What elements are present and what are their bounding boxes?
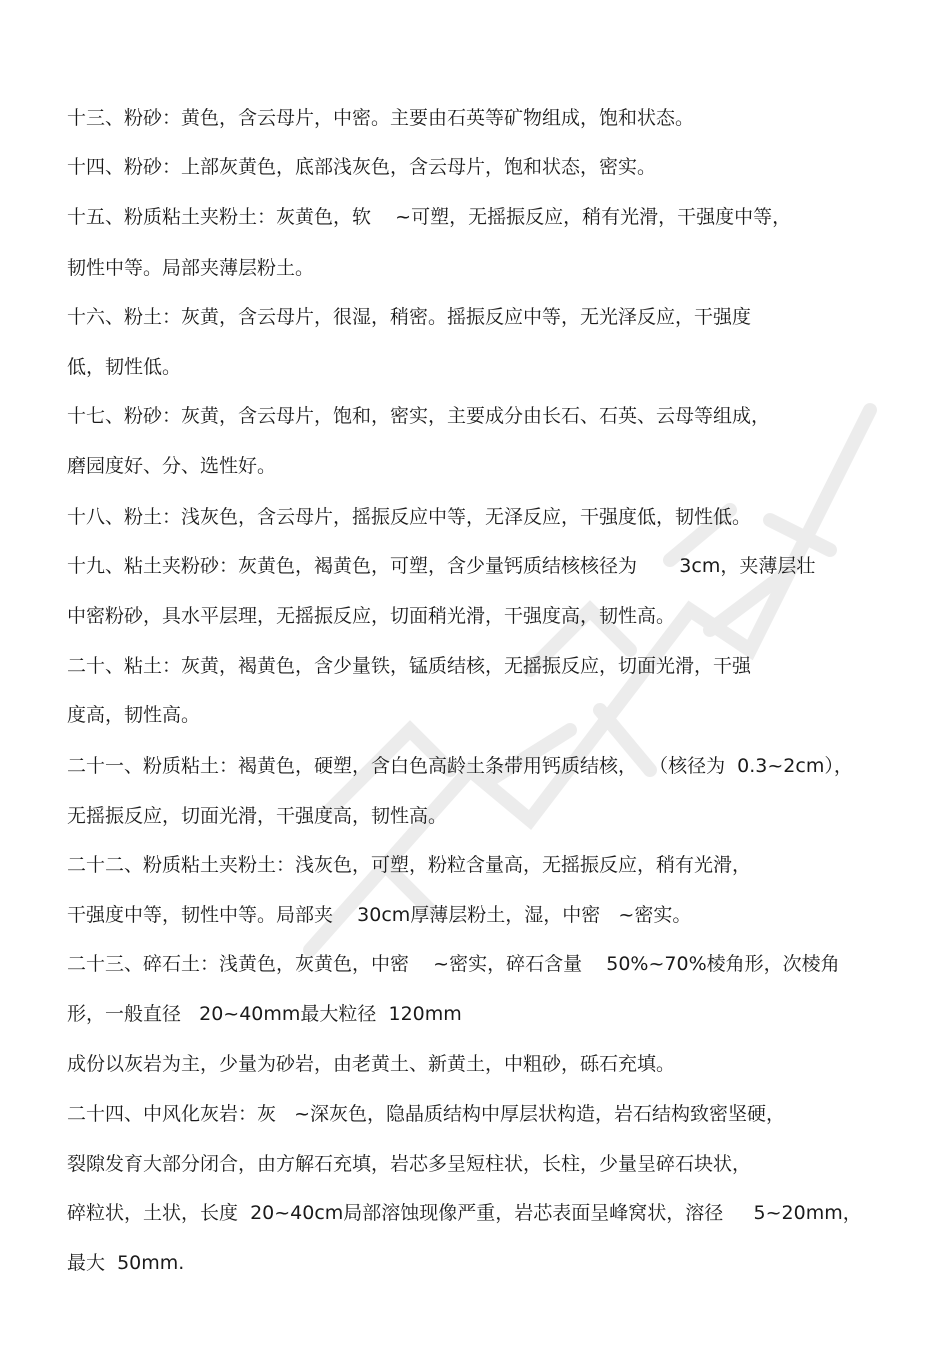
- text-line: 十八、粉土：浅灰色，含云母片，摇振反应中等，无泽反应，干强度低，韧性低。: [67, 506, 752, 528]
- text-line: 十四、粉砂：上部灰黄色，底部浅灰色，含云母片，饱和状态，密实。: [67, 156, 657, 178]
- text-line: 二十四、中风化灰岩：灰 ~深灰色，隐晶质结构中厚层状构造，岩石结构致密坚硬，: [67, 1103, 786, 1125]
- text-line: 二十二、粉质粘土夹粉土：浅灰色，可塑，粉粒含量高，无摇振反应，稍有光滑，: [67, 854, 752, 876]
- text-line: 二十、粘土：灰黄，褐黄色，含少量铁，锰质结核，无摇振反应，切面光滑，干强: [67, 655, 752, 677]
- text-line: 碎粒状，土状，长度 20~40cm局部溶蚀现像严重，岩芯表面呈峰窝状，溶径 5~20mm，: [67, 1202, 862, 1224]
- text-line: 度高，韧性高。: [67, 704, 201, 726]
- text-line: 低，韧性低。: [67, 356, 182, 378]
- text-line: 形，一般直径 20~40mm最大粒径 120mm: [67, 1003, 462, 1025]
- text-line: 十九、粘土夹粉砂：灰黄色，褐黄色，可塑，含少量钙质结核核径为 3cm，夹薄层壮: [67, 555, 816, 577]
- text-line: 最大 50mm.: [67, 1252, 185, 1274]
- text-line: 中密粉砂，具水平层理，无摇振反应，切面稍光滑，干强度高，韧性高。: [67, 605, 676, 627]
- text-line: 磨园度好、分、选性好。: [67, 455, 277, 477]
- text-line: 韧性中等。局部夹薄层粉土。: [67, 257, 315, 279]
- text-line: 成份以灰岩为主，少量为砂岩，由老黄土、新黄土，中粗砂，砾石充填。: [67, 1053, 676, 1075]
- text-line: 十五、粉质粘土夹粉土：灰黄色，软 ~可塑，无摇振反应，稍有光滑，干强度中等，: [67, 206, 792, 228]
- text-line: 裂隙发育大部分闭合，由方解石充填，岩芯多呈短柱状，长柱，少量呈碎石块状，: [67, 1153, 752, 1175]
- text-line: 十六、粉土：灰黄，含云母片，很湿，稍密。摇振反应中等，无光泽反应，干强度: [67, 306, 752, 328]
- text-line: 二十三、碎石土：浅黄色，灰黄色，中密 ~密实，碎石含量 50%~70%棱角形，次棱角: [67, 953, 840, 975]
- text-line: 二十一、粉质粘土：褐黄色，硬塑，含白色高龄土条带用钙质结核， （核径为 0.3~2cm），: [67, 755, 853, 777]
- text-line: 干强度中等，韧性中等。局部夹 30cm厚薄层粉土，湿，中密 ~密实。: [67, 904, 692, 926]
- text-line: 十七、粉砂：灰黄，含云母片，饱和，密实，主要成分由长石、石英、云母等组成，: [67, 405, 771, 427]
- text-line: 无摇振反应，切面光滑，干强度高，韧性高。: [67, 805, 448, 827]
- text-line: 十三、粉砂：黄色，含云母片，中密。主要由石英等矿物组成，饱和状态。: [67, 107, 695, 129]
